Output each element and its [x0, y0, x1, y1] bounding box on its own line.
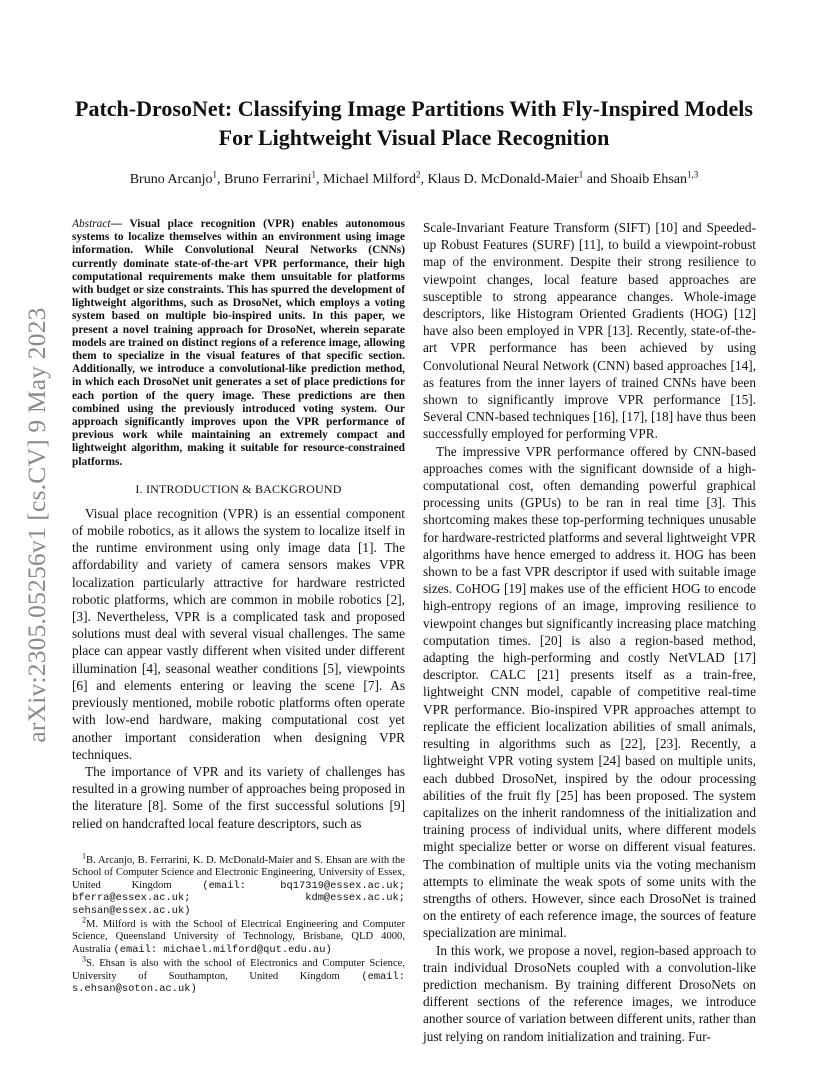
abstract-label: Abstract [72, 218, 111, 230]
footnote: $^3$S. Ehsan is also with the school of Electronics and Computer Science, University of Southampton, United Kingdom (email: s.ehsan@soton.ac.uk) [72, 954, 405, 996]
paragraph: Scale-Invariant Feature Transform (SIFT) [10] and Speeded-up Robust Features (SURF) [11], to build a viewpoint-robust map of the environment. Despite their strong resilience to viewpoint changes, local feature based approaches are susceptible to strong appearance changes. Whole-image descriptors, like Histogram Oriented Gradients (HOG) [12] have also been employed in VPR [13]. Recently, state-of-the-art VPR performance has been achieved by using Convolutional Neural Network (CNN) based approaches [14], as features from the inner layers of trained CNNs have been shown to significantly improve VPR performance [15]. Several CNN-based techniques [16], [17], [18] have thus been successfully employed for performing VPR. [423, 220, 756, 442]
paragraph: The importance of VPR and its variety of challenges has resulted in a growing number of approaches being proposed in the literature [8]. Some of the first successful solutions [9] relied on handcrafted local feature descriptors, such as [72, 763, 405, 831]
arxiv-watermark [22, 284, 52, 766]
abstract-text: — Visual place recognition (VPR) enables autonomous systems to localize themselves within an environment using image information. While Convolutional Neural Networks (CNNs) currently dominate state-of-the-art VPR performance, their high computational requirements make them unsuitable for platforms with budget or size constraints. This has spurred the development of lightweight algorithms, such as DrosoNet, which employs a voting system based on multiple bio-inspired units. In this paper, we present a novel training approach for DrosoNet, wherein separate models are trained on distinct regions of a reference image, allowing them to specialize in the visual features of that specific section. Additionally, we introduce a convolutional-like prediction method, in which each DrosoNet unit generates a set of place predictions for each portion of the query image. These predictions are then combined using the previously introduced voting system. Our approach significantly improves upon the VPR performance of previous work while maintaining an extremely compact and lightweight algorithm, making it suitable for resource-constrained platforms. [72, 218, 405, 468]
author: Bruno Arcanjo$^1$, [129, 169, 225, 187]
left-column [72, 218, 405, 832]
author: Shoaib Ehsan$^{1,3}$ [610, 169, 699, 187]
abstract [72, 218, 405, 469]
footnote: $^2$M. Milford is with the School of Electrical Engineering and Computer Science, Queensland University of Technology, Brisbane, QLD 4000, Australia (email: michael.milford@qut.edu.au) [72, 915, 405, 956]
title-line-1: Patch-DrosoNet: Classifying Image Partitions With Fly-Inspired Models [75, 96, 753, 121]
paragraph: In this work, we propose a novel, region-based approach to train individual DrosoNets coupled with a convolution-like prediction mechanism. By training different DrosoNets on different sections of the reference images, we introduce another source of variation between different units, rather than just relying on random initialization and training. Fur- [423, 942, 756, 1044]
author: Michael Milford$^2$, [323, 169, 428, 187]
section-heading: I. INTRODUCTION & BACKGROUND [135, 481, 342, 496]
author-list [60, 171, 768, 189]
paragraph: The impressive VPR performance offered by CNN-based approaches comes with the significant downside of a high-computational cost, often demanding powerful graphical processing units (GPUs) to be ran in real time [3]. This shortcoming makes these top-performing techniques unusable for hardware-restricted platforms and several lightweight VPR algorithms have hence emerged to address it. HOG has been shown to be a fast VPR descriptor if used with suitable image sizes. CoHOG [19] makes use of the efficient HOG to encode high-entropy regions of an image, improving resilience to viewpoint changes but significantly increasing place matching computation times. [20] is also a region-based method, adapting the high-performing and costly NetVLAD [17] descriptor. CALC [21] presents itself as a train-free, lightweight CNN model, capable of competitive real-time VPR performance. Bio-inspired VPR approaches attempt to replicate the efficient localization abilities of small animals, resulting in algorithms such as [22], [23]. Recently, a lightweight VPR voting system [24] based on multiple units, each dubbed DrosoNet, inspired by the odour processing abilities of the fruit fly [25] has been proposed. The system capitalizes on the inherit randomness of the initialization and training process of individual units, where different models might specialize better or worse on different visual features. The combination of multiple units via the voting mechanism attempts to eliminate the weak spots of some units with the strengths of others. However, since each DrosoNet is trained on the entirety of each reference image, the sources of feature specialization are minimal. [423, 443, 756, 941]
author: Klaus D. McDonald-Maier$^1$ and [427, 169, 611, 187]
author: Bruno Ferrarini$^1$, [224, 169, 324, 187]
paper-title [60, 94, 768, 152]
paragraph: Visual place recognition (VPR) is an essential component of mobile robotics, as it allows the system to localize itself in the runtime environment using only image data [1]. The affordability and variety of camera sensors makes VPR localization particularly attractive for hardware restricted robotic platforms, which are common in mobile robotics [2], [3]. Nevertheless, VPR is a complicated task and proposed solutions must deal with several visual challenges. The same place can appear vastly different when visited under different illumination [4], seasonal weather conditions [5], viewpoints [6] and elements entering or leaving the scene [7]. As previously mentioned, mobile robotic platforms often operate with low-end hardware, making computational cost yet another important consideration when designing VPR techniques. [72, 505, 405, 762]
footnote: $^1$B. Arcanjo, B. Ferrarini, K. D. McDonald-Maier and S. Ehsan are with the School of Computer Science and Electronic Engineering, University of Essex, United Kingdom (email: bq17319@essex.ac.uk; bferra@essex.ac.uk; kdm@essex.ac.uk; sehsan@essex.ac.uk) [72, 851, 406, 917]
title-line-2: For Lightweight Visual Place Recognition [218, 125, 610, 150]
right-column [423, 219, 756, 1045]
footnotes [72, 851, 406, 997]
arxiv-identifier: arXiv:2305.05256v1 [cs.CV] 9 May 2023 [22, 307, 51, 743]
